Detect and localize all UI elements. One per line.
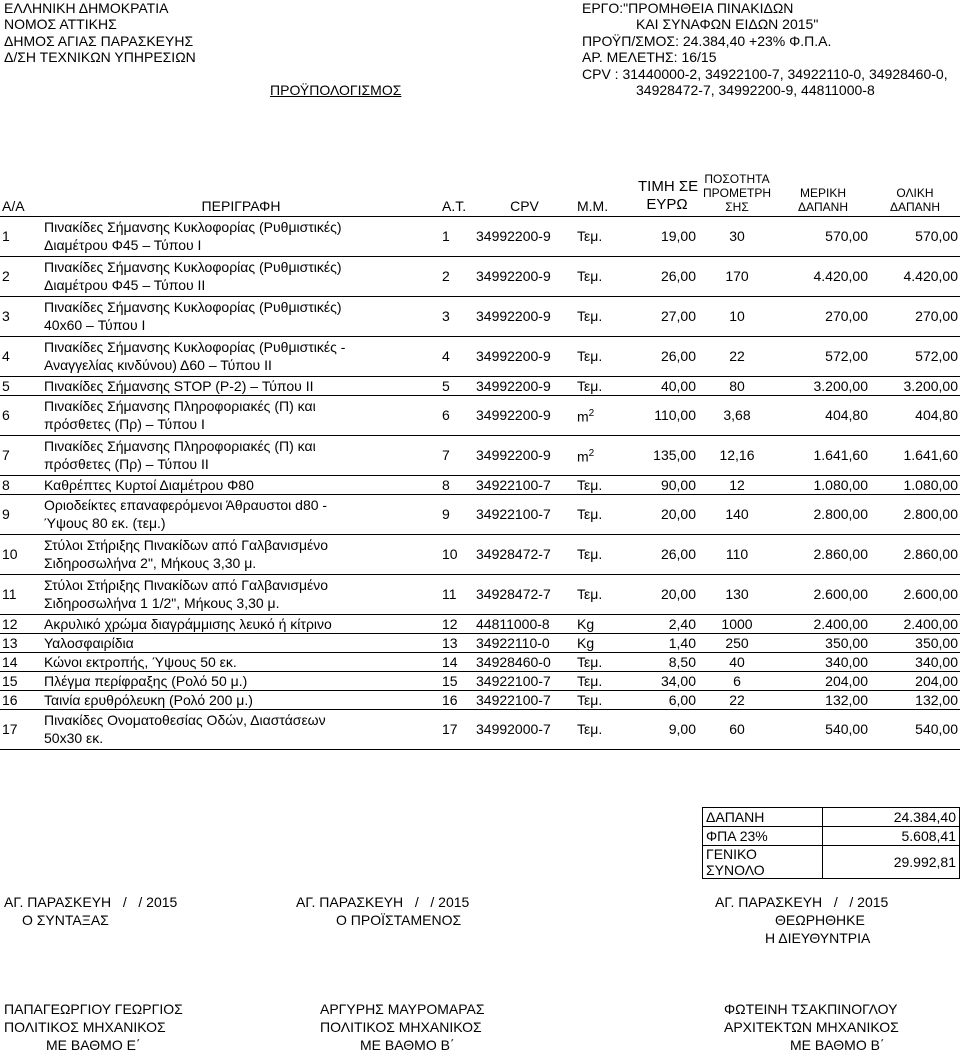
description-line-2: 40x60 – Τύπου Ι: [44, 317, 146, 333]
unit: [575, 435, 636, 475]
signature-block-head: [296, 893, 469, 929]
table-row: [0, 574, 960, 614]
signature-date: ΑΓ. ΠΑΡΑΣΚΕΥΗ / / 2015: [296, 894, 470, 910]
signature-role: Ο ΠΡΟΪΣΤΑΜΕΝΟΣ: [336, 912, 462, 928]
total-cost: 204,00: [870, 671, 960, 690]
row-number: 12: [0, 614, 42, 633]
table-row: [0, 336, 960, 376]
description-line-1: Πινακίδες Σήμανσης Κυκλοφορίας (Ρυθμιστικές): [44, 299, 342, 315]
quantity: 12: [698, 475, 776, 494]
col-quantity: [698, 153, 776, 216]
unit-text: Τεμ.: [577, 348, 603, 364]
unit: [575, 633, 636, 652]
description-line-2: πρόσθετες (Πρ) – Τύπου Ι: [44, 416, 205, 432]
partial-cost: 132,00: [776, 690, 870, 709]
table-row: [0, 633, 960, 652]
unit-price: 9,00: [636, 709, 698, 749]
row-number: 10: [0, 534, 42, 574]
partial-cost: 2.400,00: [776, 614, 870, 633]
totals-row: [703, 808, 960, 827]
signer-name: ΑΡΓΥΡΗΣ ΜΑΥΡΟΜΑΡΑΣ: [320, 1001, 485, 1017]
partial-cost: 2.600,00: [776, 574, 870, 614]
partial-cost: 2.860,00: [776, 534, 870, 574]
col-at: Α.Τ.: [442, 197, 467, 214]
unit: [575, 395, 636, 435]
description-line-2: Διαμέτρου Φ45 – Τύπου ΙΙ: [44, 277, 206, 293]
totals-row: [703, 827, 960, 846]
unit-price: 20,00: [636, 574, 698, 614]
row-number: 1: [0, 216, 42, 256]
total-cost: 404,80: [870, 395, 960, 435]
unit: [575, 376, 636, 395]
quantity: 60: [698, 709, 776, 749]
signer-grade: ΜΕ ΒΑΘΜΟ Β΄: [360, 1037, 455, 1053]
unit: [575, 690, 636, 709]
article-number: 6: [440, 395, 474, 435]
unit: [575, 652, 636, 671]
cpv-code: 34992200-9: [474, 296, 575, 336]
unit: [575, 614, 636, 633]
quantity: 250: [698, 633, 776, 652]
row-number: 15: [0, 671, 42, 690]
quantity: 6: [698, 671, 776, 690]
description: [42, 671, 440, 690]
total-cost: 2.600,00: [870, 574, 960, 614]
partial-cost: 1.080,00: [776, 475, 870, 494]
description: [42, 633, 440, 652]
quantity: 170: [698, 256, 776, 296]
article-number: 12: [440, 614, 474, 633]
total-cost: 1.080,00: [870, 475, 960, 494]
row-number: 14: [0, 652, 42, 671]
description-line-1: Ακρυλικό χρώμα διαγράμμισης λευκό ή κίτρινο: [44, 615, 332, 632]
article-number: 8: [440, 475, 474, 494]
description: [42, 652, 440, 671]
totals-row: [703, 846, 960, 879]
description-line-2: πρόσθετες (Πρ) – Τύπου ΙΙ: [44, 456, 209, 472]
table-row: [0, 614, 960, 633]
unit-text: Τεμ.: [577, 268, 603, 284]
unit-text: Τεμ.: [577, 691, 603, 708]
unit-price: 110,00: [636, 395, 698, 435]
total-cost: 2.800,00: [870, 494, 960, 534]
unit-text: Τεμ.: [577, 308, 603, 324]
unit-exponent: 2: [588, 407, 595, 419]
unit-price: 27,00: [636, 296, 698, 336]
description: [42, 395, 440, 435]
unit-price: 19,00: [636, 216, 698, 256]
signature-date: ΑΓ. ΠΑΡΑΣΚΕΥΗ / / 2015: [715, 894, 889, 910]
col-total-line2: ΔΑΠΑΝΗ: [889, 199, 941, 214]
unit: [575, 336, 636, 376]
cpv-code: 34992000-7: [474, 709, 575, 749]
signature-block-author: [4, 893, 177, 929]
signer-title: ΑΡΧΙΤΕΚΤΩΝ ΜΗΧΑΝΙΚΟΣ: [724, 1019, 899, 1035]
quantity: 22: [698, 336, 776, 376]
article-number: 17: [440, 709, 474, 749]
partial-cost: 572,00: [776, 336, 870, 376]
unit: [575, 296, 636, 336]
description: [42, 534, 440, 574]
authority-line-3: ΔΗΜΟΣ ΑΓΙΑΣ ΠΑΡΑΣΚΕΥΗΣ: [4, 33, 194, 49]
row-number: 9: [0, 494, 42, 534]
unit-price: 20,00: [636, 494, 698, 534]
totals-value: 24.384,40: [823, 808, 960, 827]
unit-text: Kg: [577, 615, 595, 632]
partial-cost: 204,00: [776, 671, 870, 690]
description-line-1: Πινακίδες Σήμανσης Κυκλοφορίας (Ρυθμιστικές): [44, 219, 342, 235]
unit-price: 6,00: [636, 690, 698, 709]
row-number: 5: [0, 376, 42, 395]
unit-price: 8,50: [636, 652, 698, 671]
signer-title: ΠΟΛΙΤΙΚΟΣ ΜΗΧΑΝΙΚΟΣ: [4, 1019, 166, 1035]
unit: [575, 709, 636, 749]
article-number: 4: [440, 336, 474, 376]
row-number: 8: [0, 475, 42, 494]
col-partial: [776, 153, 870, 216]
col-cpv: CPV: [510, 197, 539, 214]
unit-text: Τεμ.: [577, 476, 603, 493]
cpv-code: 34922100-7: [474, 494, 575, 534]
table-row: [0, 376, 960, 395]
signature-date: ΑΓ. ΠΑΡΑΣΚΕΥΗ / / 2015: [4, 894, 178, 910]
quantity: 130: [698, 574, 776, 614]
page-title: ΠΡΟΫΠΟΛΟΓΙΣΜΟΣ: [270, 82, 402, 98]
row-number: 4: [0, 336, 42, 376]
description: [42, 574, 440, 614]
unit-text: Τεμ.: [577, 721, 603, 737]
article-number: 5: [440, 376, 474, 395]
partial-cost: 570,00: [776, 216, 870, 256]
total-cost: 340,00: [870, 652, 960, 671]
unit-text: Τεμ.: [577, 653, 603, 670]
description-line-1: Υαλοσφαιρίδια: [44, 634, 134, 651]
partial-cost: 2.800,00: [776, 494, 870, 534]
quantity: 12,16: [698, 435, 776, 475]
total-cost: 2.860,00: [870, 534, 960, 574]
authority-line-2: ΝΟΜΟΣ ΑΤΤΙΚΗΣ: [4, 16, 117, 32]
quantity: 80: [698, 376, 776, 395]
partial-cost: 340,00: [776, 652, 870, 671]
article-number: 14: [440, 652, 474, 671]
description-line-2: Σιδηροσωλήνα 1 1/2", Μήκους 3,30 μ.: [44, 595, 280, 611]
quantity: 30: [698, 216, 776, 256]
row-number: 3: [0, 296, 42, 336]
unit-text: Τεμ.: [577, 546, 603, 562]
signature-role-2: Η ΔΙΕΥΘΥΝΤΡΙΑ: [765, 930, 871, 946]
total-cost: 572,00: [870, 336, 960, 376]
description: [42, 256, 440, 296]
row-number: 2: [0, 256, 42, 296]
partial-cost: 404,80: [776, 395, 870, 435]
signer-author: [4, 1000, 183, 1054]
description-line-1: Πινακίδες Σήμανσης Κυκλοφορίας (Ρυθμιστικές -: [44, 339, 346, 355]
description-line-1: Πλέγμα περίφραξης (Ρολό 50 μ.): [44, 672, 248, 689]
col-qty-line2: ΠΡΟΜΕΤΡΗ: [702, 185, 771, 200]
cpv-code: 34922100-7: [474, 690, 575, 709]
totals-label: ΦΠΑ 23%: [703, 827, 823, 846]
article-number: 3: [440, 296, 474, 336]
unit-price: 34,00: [636, 671, 698, 690]
cpv-code: 34928472-7: [474, 574, 575, 614]
row-number: 7: [0, 435, 42, 475]
partial-cost: 3.200,00: [776, 376, 870, 395]
total-cost: 350,00: [870, 633, 960, 652]
unit: [575, 574, 636, 614]
table-row: [0, 534, 960, 574]
total-cost: 2.400,00: [870, 614, 960, 633]
quantity: 140: [698, 494, 776, 534]
partial-cost: 270,00: [776, 296, 870, 336]
total-cost: 1.641,60: [870, 435, 960, 475]
unit-text: Τεμ.: [577, 586, 603, 602]
cpv-code: 34922100-7: [474, 475, 575, 494]
partial-cost: 1.641,60: [776, 435, 870, 475]
table-row: [0, 709, 960, 749]
unit: [575, 671, 636, 690]
budget-line: ΠΡΟΫΠ/ΣΜΟΣ: 24.384,40 +23% Φ.Π.Α.: [582, 33, 832, 49]
table-row: [0, 296, 960, 336]
unit-price: 135,00: [636, 435, 698, 475]
col-aa: Α/Α: [2, 197, 25, 214]
unit-price: 1,40: [636, 633, 698, 652]
partial-cost: 4.420,00: [776, 256, 870, 296]
unit: [575, 475, 636, 494]
signature-role: Ο ΣΥΝΤΑΞΑΣ: [22, 912, 109, 928]
description: [42, 709, 440, 749]
description: [42, 690, 440, 709]
col-mm: Μ.Μ.: [577, 197, 609, 214]
unit-text: Τεμ.: [577, 228, 603, 244]
unit-price: 26,00: [636, 336, 698, 376]
authority-line-4: Δ/ΣΗ ΤΕΧΝΙΚΩΝ ΥΠΗΡΕΣΙΩΝ: [4, 49, 196, 65]
description-line-1: Καθρέπτες Κυρτοί Διαμέτρου Φ80: [44, 476, 254, 493]
quantity: 110: [698, 534, 776, 574]
description-line-1: Στύλοι Στήριξης Πινακίδων από Γαλβανισμένο: [44, 577, 329, 593]
totals-table: [702, 807, 960, 879]
unit-text: Τεμ.: [577, 672, 603, 689]
description-line-1: Ταινία ερυθρόλευκη (Ρολό 200 μ.): [44, 691, 253, 708]
table-row: [0, 475, 960, 494]
unit-text: m: [577, 408, 589, 425]
description-line-1: Πινακίδες Σήμανσης Πληροφοριακές (Π) και: [44, 398, 316, 414]
study-number: ΑΡ. ΜΕΛΕΤΗΣ: 16/15: [582, 49, 717, 65]
description-line-1: Πινακίδες Σήμανσης STOP (P-2) – Τύπου ΙΙ: [44, 377, 314, 394]
article-number: 1: [440, 216, 474, 256]
unit-price: 90,00: [636, 475, 698, 494]
quantity: 10: [698, 296, 776, 336]
cpv-code: 34992200-9: [474, 336, 575, 376]
signer-grade: ΜΕ ΒΑΘΜΟ Ε΄: [46, 1037, 141, 1053]
table-row: [0, 216, 960, 256]
cpv-code: 34992200-9: [474, 216, 575, 256]
description-line-2: Ύψους 80 εκ. (τεμ.): [44, 515, 166, 531]
signer-director: [724, 1000, 899, 1054]
cpv-code: 34992200-9: [474, 435, 575, 475]
col-description: ΠΕΡΙΓΡΑΦΗ: [201, 197, 281, 214]
unit-text: Τεμ.: [577, 377, 603, 394]
partial-cost: 540,00: [776, 709, 870, 749]
article-number: 10: [440, 534, 474, 574]
cpv-code: 34922100-7: [474, 671, 575, 690]
description: [42, 216, 440, 256]
unit-text: m: [577, 448, 589, 465]
description: [42, 435, 440, 475]
description: [42, 614, 440, 633]
cpv-code: 34928472-7: [474, 534, 575, 574]
description-line-1: Πινακίδες Ονοματοθεσίας Οδών, Διαστάσεων: [44, 712, 326, 728]
col-total-line1: ΟΛΙΚΗ: [896, 185, 934, 200]
total-cost: 4.420,00: [870, 256, 960, 296]
description-line-1: Πινακίδες Σήμανσης Πληροφοριακές (Π) και: [44, 438, 316, 454]
cpv-code: 34992200-9: [474, 256, 575, 296]
table-row: [0, 256, 960, 296]
row-number: 6: [0, 395, 42, 435]
unit-price: 26,00: [636, 256, 698, 296]
description: [42, 494, 440, 534]
project-title-2: ΚΑΙ ΣΥΝΑΦΩΝ ΕΙΔΩΝ 2015": [636, 16, 819, 32]
table-row: [0, 671, 960, 690]
unit: [575, 256, 636, 296]
totals-label: ΔΑΠΑΝΗ: [703, 808, 823, 827]
table-row: [0, 690, 960, 709]
quantity: 3,68: [698, 395, 776, 435]
signer-head: [320, 1000, 485, 1054]
cpv-line-2: 34928472-7, 34992200-9, 44811000-8: [636, 82, 875, 98]
unit-text: Τεμ.: [577, 506, 603, 522]
cpv-line-1: CPV : 31440000-2, 34922100-7, 34922110-0, 34928460-0,: [582, 66, 948, 82]
unit: [575, 534, 636, 574]
col-partial-line1: ΜΕΡΙΚΗ: [799, 185, 846, 200]
article-number: 9: [440, 494, 474, 534]
total-cost: 540,00: [870, 709, 960, 749]
description: [42, 376, 440, 395]
table-row: [0, 652, 960, 671]
unit: [575, 216, 636, 256]
cpv-code: 34992200-9: [474, 376, 575, 395]
article-number: 15: [440, 671, 474, 690]
col-total: [870, 153, 960, 216]
totals-label: ΓΕΝΙΚΟ ΣΥΝΟΛΟ: [703, 846, 823, 879]
quantity: 22: [698, 690, 776, 709]
row-number: 13: [0, 633, 42, 652]
description-line-2: Αναγγελίας κινδύνου) Δ60 – Τύπου ΙΙ: [44, 357, 272, 373]
total-cost: 3.200,00: [870, 376, 960, 395]
article-number: 7: [440, 435, 474, 475]
signature-role: ΘΕΩΡΗΘΗΚΕ: [775, 912, 865, 928]
table-row: [0, 494, 960, 534]
col-price-line2: ΕΥΡΩ: [646, 195, 688, 213]
article-number: 13: [440, 633, 474, 652]
description-line-1: Κώνοι εκτροπής, Ύψους 50 εκ.: [44, 653, 237, 670]
description: [42, 296, 440, 336]
cpv-code: 34922110-0: [474, 633, 575, 652]
unit-price: 26,00: [636, 534, 698, 574]
table-row: [0, 435, 960, 475]
signer-grade: ΜΕ ΒΑΘΜΟ Β΄: [790, 1037, 885, 1053]
total-cost: 132,00: [870, 690, 960, 709]
col-partial-line2: ΔΑΠΑΝΗ: [797, 199, 849, 214]
cpv-code: 34928460-0: [474, 652, 575, 671]
description-line-2: 50x30 εκ.: [44, 730, 104, 746]
description-line-1: Οριοδείκτες επαναφερόμενοι Άθραυστοι d80 -: [44, 497, 328, 513]
cpv-code: 34992200-9: [474, 395, 575, 435]
description-line-1: Στύλοι Στήριξης Πινακίδων από Γαλβανισμένο: [44, 537, 329, 553]
table-header: [0, 153, 960, 216]
unit-text: Kg: [577, 634, 595, 651]
table-row: [0, 395, 960, 435]
partial-cost: 350,00: [776, 633, 870, 652]
signature-block-director: [715, 893, 888, 947]
description-line-2: Διαμέτρου Φ45 – Τύπου Ι: [44, 237, 202, 253]
description: [42, 336, 440, 376]
total-cost: 270,00: [870, 296, 960, 336]
description: [42, 475, 440, 494]
unit: [575, 494, 636, 534]
col-price-line1: ΤΙΜΗ ΣΕ: [638, 177, 698, 195]
article-number: 11: [440, 574, 474, 614]
col-qty-line1: ΠΟΣΟΤΗΤΑ: [704, 171, 770, 186]
article-number: 2: [440, 256, 474, 296]
row-number: 17: [0, 709, 42, 749]
project-title: ΕΡΓΟ:"ΠΡΟΜΗΘΕΙΑ ΠΙΝΑΚΙΔΩΝ: [582, 0, 794, 16]
article-number: 16: [440, 690, 474, 709]
row-number: 16: [0, 690, 42, 709]
cpv-code: 44811000-8: [474, 614, 575, 633]
col-price: [636, 153, 698, 216]
col-qty-line3: ΣΗΣ: [725, 199, 749, 214]
totals-value: 5.608,41: [823, 827, 960, 846]
quantity: 40: [698, 652, 776, 671]
totals-value: 29.992,81: [823, 846, 960, 879]
description-line-1: Πινακίδες Σήμανσης Κυκλοφορίας (Ρυθμιστικές): [44, 259, 342, 275]
quantity: 1000: [698, 614, 776, 633]
signer-name: ΦΩΤΕΙΝΗ ΤΣΑΚΠΙΝΟΓΛΟΥ: [724, 1001, 898, 1017]
description-line-2: Σιδηροσωλήνα 2", Μήκους 3,30 μ.: [44, 555, 257, 571]
authority-line-1: ΕΛΛΗΝΙΚΗ ΔΗΜΟΚΡΑΤΙΑ: [4, 0, 169, 16]
unit-exponent: 2: [588, 447, 595, 459]
signer-title: ΠΟΛΙΤΙΚΟΣ ΜΗΧΑΝΙΚΟΣ: [320, 1019, 482, 1035]
row-number: 11: [0, 574, 42, 614]
unit-price: 40,00: [636, 376, 698, 395]
budget-table: [0, 153, 960, 750]
total-cost: 570,00: [870, 216, 960, 256]
signer-name: ΠΑΠΑΓΕΩΡΓΙΟΥ ΓΕΩΡΓΙΟΣ: [4, 1001, 183, 1017]
unit-price: 2,40: [636, 614, 698, 633]
